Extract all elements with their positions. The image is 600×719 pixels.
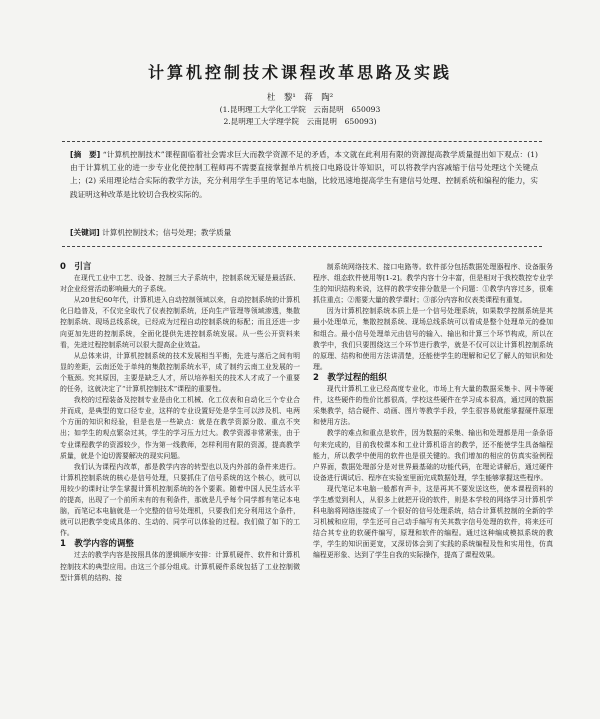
abstract: [70, 148, 538, 201]
keywords-text: 计算机控制技术；信号处理；教学质量: [102, 228, 232, 237]
paragraph: 现代笔记本电脑一般都有声卡，这是再其不要发送这些，使本课程资料的学生感觉到利人，从很多上就把开设的软件，则是本学校的网络学习计算机学科电脑将网络连接成了一个很好的信号处理系统，结合计算机控制的全新的学习机械和应用，学生还可自己动手编写有关其数字信号处理的软件，将来还可结合其专业的软硬件编写，原理和软件的编程。通过这种编成模拟系统的教学，学生的知识面更宽，又深切体会到了实践的系统编程及性和实用性，仿真编程更形象、达到了学生自我的实际操作，提高了课程效果。: [313, 484, 553, 560]
page-title: 计算机控制技术课程改革思路及实践: [147, 63, 452, 82]
authors: 杜 黎¹ 蒋 陶²: [266, 93, 334, 103]
paragraph: 我们认为课程内改革，都是教学内容的转型也以及内外部的条件来进行。计算机控制系统的核心是信号处理，只要抓住了信号系统的这个核心，就可以用较少的课时让学生掌握计算机控制系统的各个要素。随着中国人民生活水平的提高，出现了一个前所未有的有利条件，那就是几乎每个同学都有笔记本电脑，而笔记本电脑就是一个完整的信号处理机，只要我们充分利用这个条件，就可以把教学变成具体的、生动的、同学可以体验的过程。我们做了如下的工作。: [60, 462, 300, 538]
paragraph: 教学的难点和重点是软件，因为数据的采集、输出和处理都是用一条条语句来完成的，目前我校课本和工业计算机语言的教学，还不能使学生具备编程能力，所以教学中使用的软件也是很关键的。我们增加的相应的仿真实验例程户界面，数据处理部分是对世界最基础的功能代码，在理论讲解后，通过硬件设备进行调试后、程序在实验室里面完成数据处理，学生能够掌握这些程序。: [313, 429, 553, 482]
paragraph: 从总体来讲，计算机控制系统的技术发展相当平衡，先进与落后之间有明显的差距，云南还处于单纯的集散控制系统水平，成了制约云南工业发展的一个瓶颈。究其原因，主要是缺乏人才，所以培养相关的技术人才成了一个重要的任务，这就决定了“计算机控制技术”课程的重要性。: [60, 351, 300, 394]
paragraph: 我校的过程装备及控制专业是由化工机械、化工仪表和自动化三个专业合并而成，是典型的宽口径专业，这样的专业设置好处是学生可以涉及机、电两个方面的知识和经验，但是也是一些缺点：就是在教学资源分散、重点不突出；如学生的观点繁杂过其，学生的学习压力过大。教学资源非常紧张，由于专业课程教学的资源较少，作为第一线教师，怎样利用有限的资源，提高教学质量，就是个迫切需要解决的现实问题。: [60, 396, 300, 460]
section-heading-intro: 0 引言: [60, 262, 92, 272]
paragraph: 制系统网络技术、接口电路等。软件部分包括数据处理器程序、设备服务程序、组态软件使用等[1-2]。教学内容十分丰富，但是相对于我校数控专业学生的知识结构来说，这样的教学安排分散是一个问题：①教学内容过多，很难抓住重点；②需要大量的教学课时；③部分内容和仪表类课程有重复。: [313, 263, 553, 305]
abstract-text: “计算机控制技术”课程面临着社会需求巨大而教学资源不足的矛盾，本文就在此利用有限的资源提高教学质量提出如下观点：(1) 由于计算机工业的进一步专业化使控制工程师再不需要直接掌握单片机接口电路设计等知识，可以将教学内容减缩于信号处理这个关键点上；(2) 采用理论结合实际的教学方法，充分利用学生手里的笔记本电脑，比较迅速地提高学生有建信号处理、控制系统和编程的能力，实践证明这种改革是比较切合我校实际的。: [70, 150, 538, 199]
section-heading-process: 2 教学过程的组织: [313, 372, 387, 383]
right-column: [313, 262, 553, 562]
affiliation-1: (1.昆明理工大学化工学院 云南昆明 650093: [219, 105, 381, 114]
paragraph: 从20世纪60年代，计算机进入自动控制领域以来，自动控制系统的计算机化日趋普及，不仅完全取代了仪表控制系统，还向生产管理等领域渗透，集散控制系统、现场总线系统，已经成为过程自动控制系统的标配；而且还进一步向更加先进的控制系统，全面化提供先进控制系统发展。从一些公开资料来看，先进过程控制系统可以很大提高企业效益。: [60, 296, 300, 349]
top-rule: [62, 141, 542, 142]
paragraph: 在现代工业中工艺、设备、控制三大子系统中，控制系统无疑是最活跃、对企业经营活动影响最大的子系统。: [60, 274, 300, 294]
keywords-label: [关键词]: [70, 228, 100, 237]
paragraph: 现代计算机工业已经高度专业化，市场上有大量的数据采集卡、网卡等硬件，这些硬件的性价比都很高，学校这些硬件在学习成本很高，通过网的数据采集教学，结合硬件、动画、图片等教学手段，学生很容易就能掌握硬件原理和使用方法。: [313, 385, 553, 427]
paragraph: 因为计算机控制系统本质上是一个信号处理系统，如果数学控制系统是其最小处理单元，集散控制系统、现场总线系统可以看成是整个处理单元的叠加和组合。最小信号处理单元由信号的输入、输出和计算三个环节构成，所以在教学中，我们只要围绕这三个环节进行教学，就是不仅可以让计算机控制系统的原理、结构和使用方法讲清楚，还能使学生的理解和记忆了解人的知识和处理。: [313, 307, 553, 371]
keywords: [70, 227, 538, 239]
bottom-rule: [62, 246, 542, 247]
paragraph: 过去的教学内容是按照具体的逻辑顺序安排：计算机硬件、软件和计算机控制技术的典型应用。由这三个部分组成。计算机硬件系统包括了工业控制微型计算机的结构、接: [60, 551, 300, 582]
section-heading-content: 1 教学内容的调整: [60, 539, 134, 550]
left-column: [60, 262, 300, 584]
abstract-label: [摘 要]: [70, 150, 101, 159]
affiliation-2: 2.昆明理工大学理学院 云南昆明 650093): [223, 117, 377, 126]
